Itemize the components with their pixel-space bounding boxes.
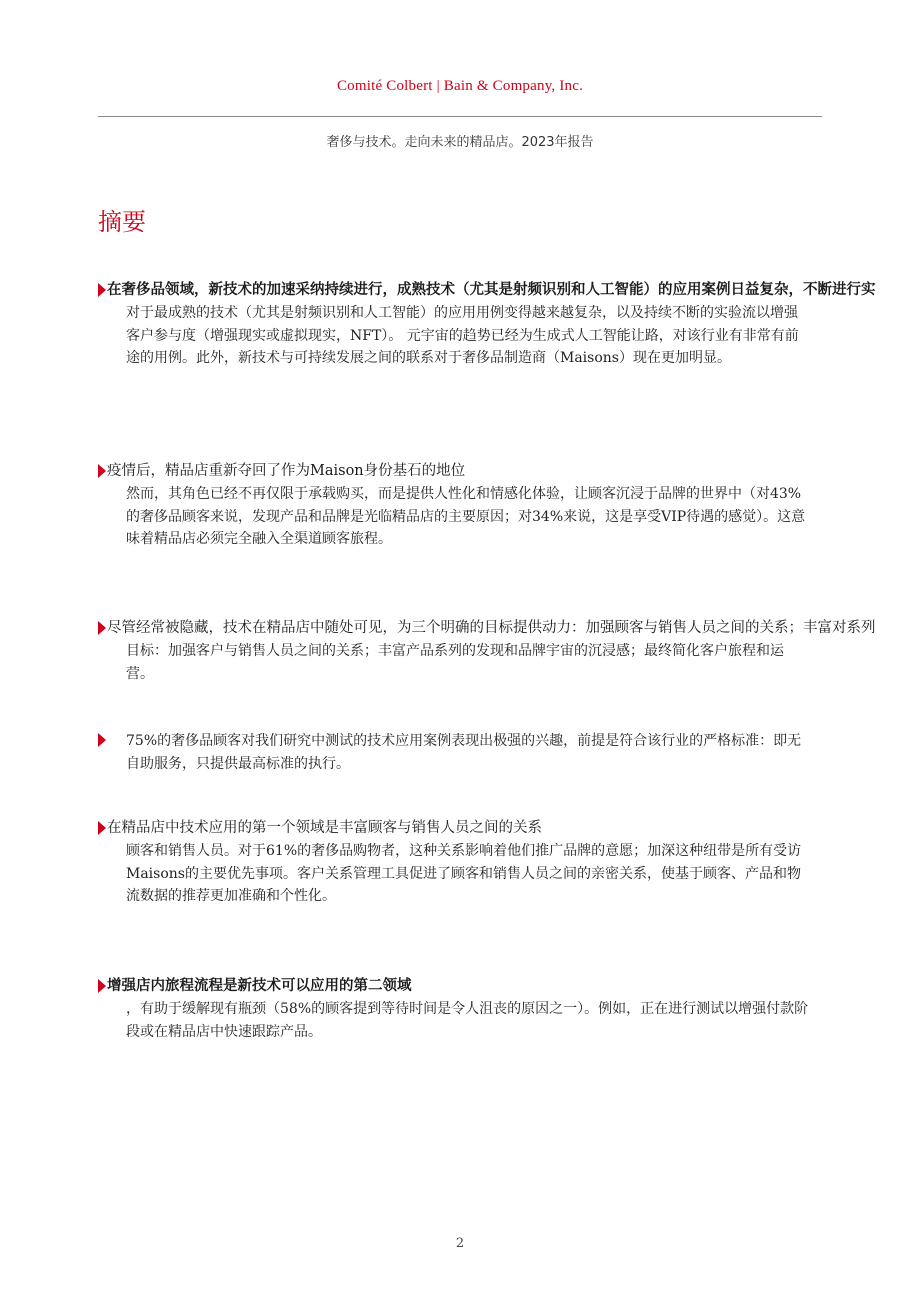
section-body: 75%的奢侈品顾客对我们研究中测试的技术应用案例表现出极强的兴趣，前提是符合该行业的严格标准：即无自助服务，只提供最高标准的执行。 [126,733,802,772]
bullet-marker-icon [98,733,106,747]
section-body: 然而，其角色已经不再仅限于承载购买，而是提供人性化和情感化体验，让顾客沉浸于品牌的世界中（对43%的奢侈品顾客来说，发现产品和品牌是光临精品店的主要原因；对34%来说，这是享受VIP待遇的感觉）。这意味着精品店必须完全融入全渠道顾客旅程。 [126,486,806,548]
bullet-marker-icon [98,821,106,835]
section-heading: 在精品店中技术应用的第一个领域是丰富顾客与销售人员之间的关系 [107,820,542,836]
section-heading: 增强店内旅程流程是新技术可以应用的第二领域 [107,978,412,994]
section-heading: 尽管经常被隐藏，技术在精品店中随处可见，为三个明确的目标提供动力：加强顾客与销售人员之间的关系；丰富对系列 [107,620,876,636]
report-subtitle: 奢侈与技术。走向未来的精品店。2023年报告 [326,135,594,150]
section-body: 目标：加强客户与销售人员之间的关系；丰富产品系列的发现和品牌宇宙的沉浸感；最终简化客户旅程和运营。 [126,643,784,682]
section-body: 顾客和销售人员。对于61%的奢侈品购物者，这种关系影响着他们推广品牌的意愿；加深这种纽带是所有受访Maisons的主要优先事项。客户关系管理工具促进了顾客和销售人员之间的亲密关系，使基于顾客、产品和物流数据的推荐更加准确和个性化。 [126,843,802,905]
section-heading: 在奢侈品领域，新技术的加速采纳持续进行，成熟技术（尤其是射频识别和人工智能）的应用案例日益复杂，不断进行实 [107,282,876,298]
section-body: 对于最成熟的技术（尤其是射频识别和人工智能）的应用用例变得越来越复杂，以及持续不断的实验流以增强客户参与度（增强现实或虚拟现实，NFT）。 元宇宙的趋势已经为生成式人工智能让路，对该行业有非常有前途的用例。此外，新技术与可持续发展之间的联系对于奢侈品制造商（Maisons）现在更加明显。 [126,305,799,367]
bullet-marker-icon [98,621,106,635]
bullet-marker-icon [98,979,106,993]
bullet-marker-icon [98,283,106,297]
header-organization: Comité Colbert | Bain & Company, Inc. [336,78,584,94]
page-title: 摘要 [98,208,146,236]
header-divider [98,116,822,117]
section-body: ，有助于缓解现有瓶颈（58%的顾客提到等待时间是令人沮丧的原因之一）。例如，正在进行测试以增强付款阶段或在精品店中快速跟踪产品。 [126,1001,809,1040]
section-heading: 疫情后，精品店重新夺回了作为Maison身份基石的地位 [107,463,466,479]
page-number: 2 [455,1236,465,1251]
bullet-marker-icon [98,464,106,478]
